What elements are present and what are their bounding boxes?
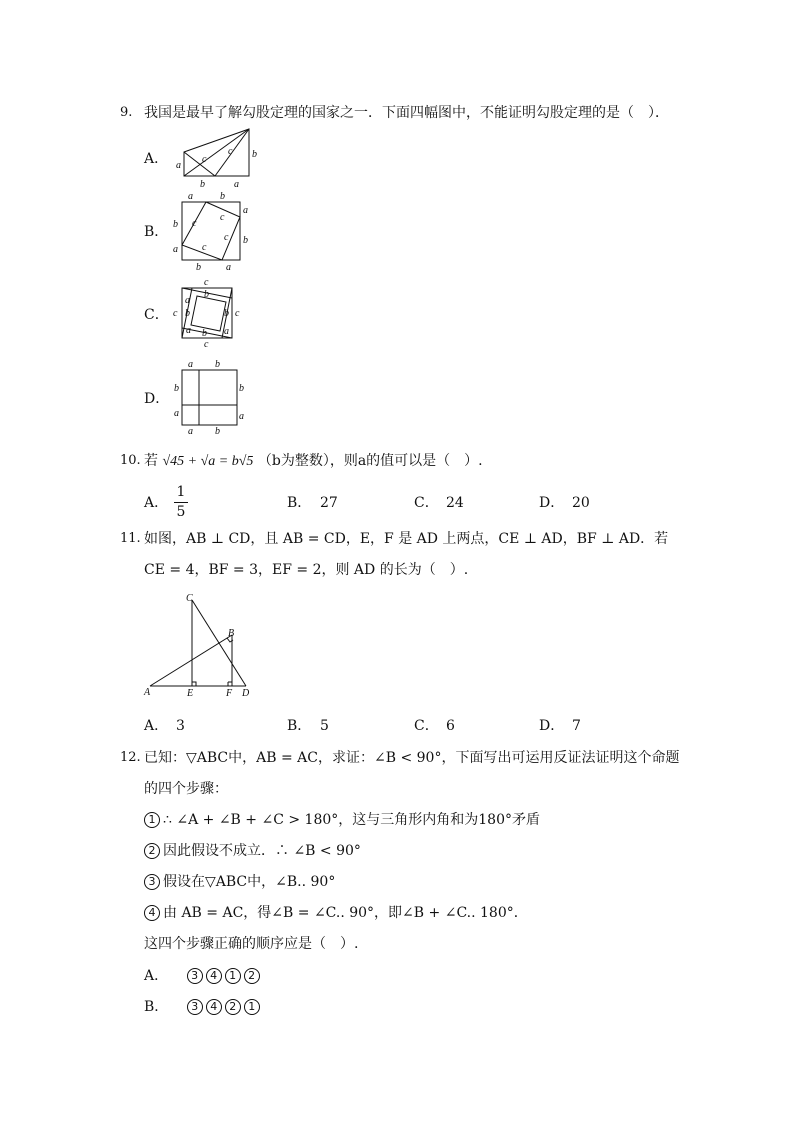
q12-step-1 xyxy=(144,811,540,829)
q9d-b-top: b xyxy=(215,359,220,370)
q9b-c1: c xyxy=(192,218,197,229)
q12-option-a-mark-3: 1 xyxy=(225,968,241,984)
q11-option-b-label: B． xyxy=(287,718,312,734)
q9b-a-left: a xyxy=(173,244,178,255)
q9c-c-bottom: c xyxy=(204,339,209,350)
q11-line1: 如图，AB ⊥ CD，且 AB = CD，E，F 是 AD 上两点，CE ⊥ AD，BF ⊥ AD．若 xyxy=(144,531,669,547)
q12-step-4 xyxy=(144,904,528,922)
q10-option-a-label: A． xyxy=(144,495,169,511)
q9-option-b-label: B． xyxy=(144,224,169,240)
q11-line2: CE = 4，BF = 3，EF = 2，则 AD 的长为（ ）. xyxy=(144,562,469,578)
q11-option-a-label: A． xyxy=(144,718,169,734)
q9b-b-left: b xyxy=(173,219,178,230)
q9c-a1: a xyxy=(185,295,190,306)
q11-option-c-value: 6 xyxy=(446,718,455,734)
q9-option-d-label: D． xyxy=(144,391,170,407)
q9d-b-bottom: b xyxy=(215,426,220,437)
q12-step-3-text: 假设在▽ABC中，∠B.. 90° xyxy=(163,874,336,890)
q9a-b-bottom: b xyxy=(200,179,205,190)
q9a-a-left: a xyxy=(176,160,181,171)
q9d-a-right: a xyxy=(239,411,244,422)
q10-fraction-bar xyxy=(174,502,188,503)
q9b-b-bottom: b xyxy=(196,262,201,273)
q11-label-f: F xyxy=(226,688,233,699)
q10-stem-pre: 若 xyxy=(144,453,158,469)
q11-option-d-value: 7 xyxy=(572,718,581,734)
q11-line-ab xyxy=(150,635,232,686)
q10-option-b-label: B． xyxy=(287,495,312,511)
q12-step-2 xyxy=(144,842,361,860)
q9-option-a-label: A． xyxy=(144,151,169,167)
q10-option-d-value: 20 xyxy=(572,495,590,511)
q12-option-b-mark-4: 1 xyxy=(244,999,260,1015)
q9-figure-d xyxy=(170,358,254,436)
q10-option-d-label: D． xyxy=(539,495,565,511)
q10-stem xyxy=(144,452,483,471)
q10-option-a-denominator: 5 xyxy=(176,504,186,520)
q10-number: 10. xyxy=(120,453,141,468)
q9c-a3: a xyxy=(186,325,191,336)
q9b-a-top: a xyxy=(188,191,193,202)
q12-number: 12. xyxy=(120,750,141,765)
q12-step-3-mark: 3 xyxy=(144,874,160,890)
q9c-a2: a xyxy=(224,326,229,337)
q12-option-a-mark-2: 4 xyxy=(206,968,222,984)
q11-label-d: D xyxy=(242,688,250,699)
q9b-a-right: a xyxy=(243,205,248,216)
q9d-a-bottom: a xyxy=(188,426,193,437)
q12-option-b xyxy=(144,998,263,1016)
q9a-a-bottom: a xyxy=(234,179,239,190)
q9a-c1: c xyxy=(202,154,207,165)
q11-option-d-label: D． xyxy=(539,718,565,734)
q9c-b4: b xyxy=(202,328,207,339)
q9a-line1 xyxy=(184,129,249,176)
q9d-a-top: a xyxy=(188,359,193,370)
q9d-b-left: b xyxy=(174,383,179,394)
q11-number: 11. xyxy=(120,531,141,546)
q12-option-b-label: B． xyxy=(144,999,169,1015)
q9-stem: 我国是最早了解勾股定理的国家之一．下面四幅图中，不能证明勾股定理的是（ ）． xyxy=(144,105,669,121)
q12-option-a-mark-1: 3 xyxy=(187,968,203,984)
q11-label-c: C xyxy=(186,593,193,604)
q9c-b2: b xyxy=(185,308,190,319)
q12-option-a xyxy=(144,967,263,985)
q9d-a-left: a xyxy=(174,408,179,419)
q9b-c4: c xyxy=(202,242,207,253)
q9-option-c-label: C． xyxy=(144,307,169,323)
q12-line2: 的四个步骤： xyxy=(144,781,228,797)
q9b-c3: c xyxy=(224,232,229,243)
q12-option-b-mark-3: 2 xyxy=(225,999,241,1015)
q12-step-4-text: 由 AB = AC，得∠B = ∠C.. 90°，即∠B + ∠C.. 180°． xyxy=(163,905,528,921)
q12-option-b-mark-2: 4 xyxy=(206,999,222,1015)
q11-option-a-value: 3 xyxy=(176,718,185,734)
q9c-c-right: c xyxy=(235,308,240,319)
q12-step-2-text: 因此假设不成立．∴ ∠B < 90° xyxy=(163,843,361,859)
q11-label-e: E xyxy=(187,688,194,699)
q10-option-b-value: 27 xyxy=(320,495,338,511)
q9c-c-top: c xyxy=(204,277,209,288)
q9c-b3: b xyxy=(224,308,229,319)
q9b-b-top: b xyxy=(220,191,225,202)
q12-step-3 xyxy=(144,873,335,891)
q9-figure-a xyxy=(170,124,270,190)
q9-figure-b xyxy=(170,190,260,272)
q11-label-a: A xyxy=(144,687,151,698)
q11-option-c-label: C． xyxy=(414,718,439,734)
q9d-b-right: b xyxy=(239,383,244,394)
q11-figure xyxy=(142,590,257,702)
q12-option-a-mark-4: 2 xyxy=(244,968,260,984)
q11-label-b: B xyxy=(228,628,235,639)
q12-line1: 已知：▽ABC中，AB = AC，求证：∠B < 90°，下面写出可运用反证法证明这个命题 xyxy=(144,750,680,766)
q11-option-b-value: 5 xyxy=(320,718,329,734)
q9a-b-right: b xyxy=(252,149,257,160)
q12-step-4-mark: 4 xyxy=(144,905,160,921)
q10-option-a-numerator: 1 xyxy=(176,484,186,500)
q12-step-2-mark: 2 xyxy=(144,843,160,859)
q9c-b1: b xyxy=(204,289,209,300)
q12-option-a-label: A． xyxy=(144,968,169,984)
q9-number: 9. xyxy=(120,105,133,120)
q10-option-c-value: 24 xyxy=(446,495,464,511)
q9b-c2: c xyxy=(220,212,225,223)
q9a-c2: c xyxy=(228,146,233,157)
q11-right-angle-e xyxy=(192,682,196,686)
q10-option-c-label: C． xyxy=(414,495,439,511)
q12-step-1-text: ∴ ∠A + ∠B + ∠C > 180°，这与三角形内角和为180°矛盾 xyxy=(163,812,540,828)
q9b-b-right: b xyxy=(243,235,248,246)
q10-stem-post: （b为整数），则a的值可以是（ ）. xyxy=(257,453,483,469)
q12-option-b-mark-1: 3 xyxy=(187,999,203,1015)
q12-ask: 这四个步骤正确的顺序应是（ ）. xyxy=(144,936,359,952)
q9b-a-bottom: a xyxy=(226,262,231,273)
q9-figure-c xyxy=(170,276,250,350)
q9c-c-left: c xyxy=(173,308,178,319)
q12-step-1-mark: 1 xyxy=(144,812,160,828)
q10-equation: √45 + √a = b√5 xyxy=(162,454,254,469)
